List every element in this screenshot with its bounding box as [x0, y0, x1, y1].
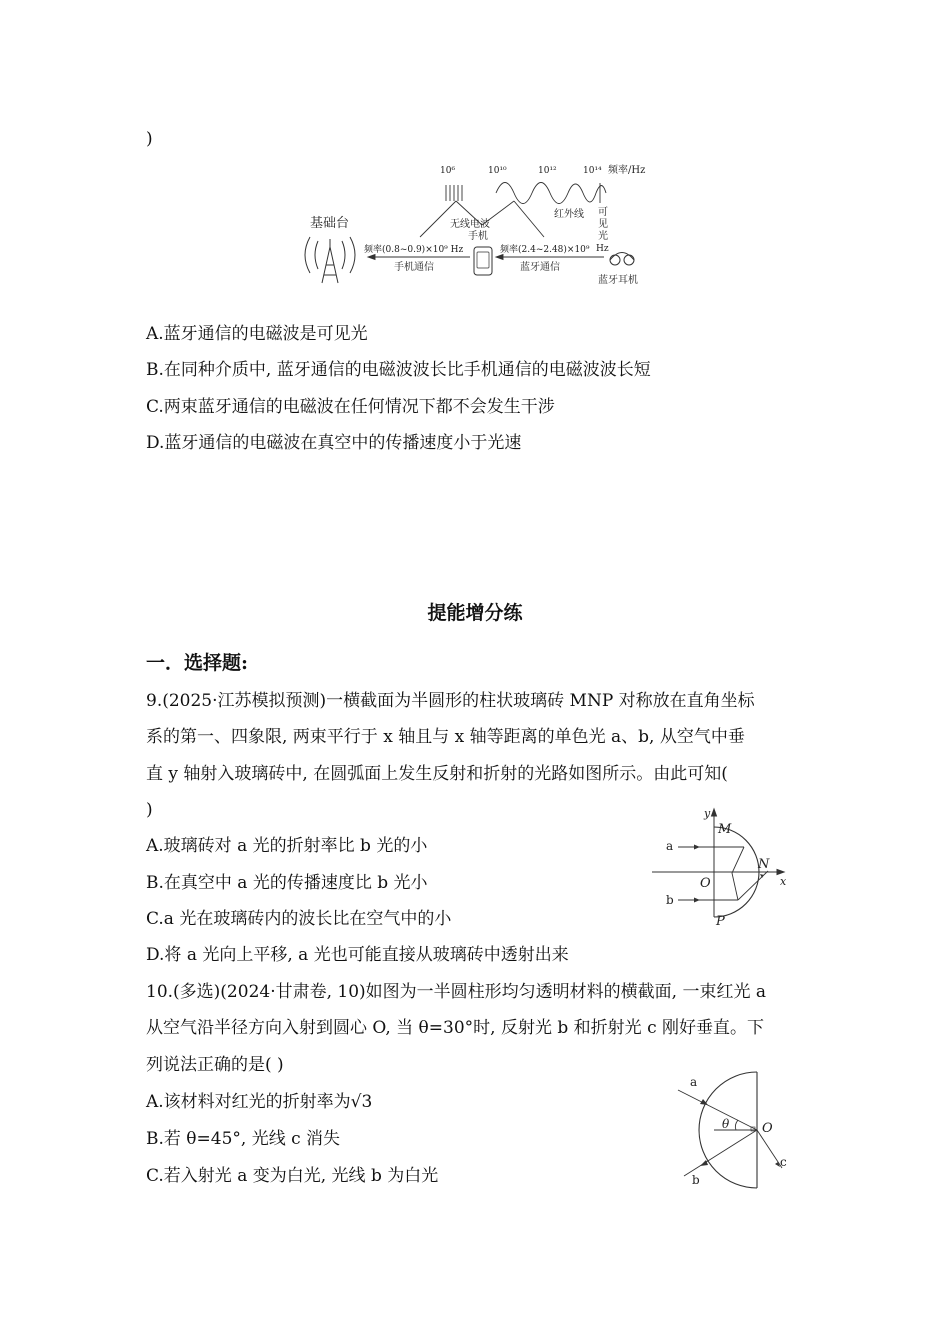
freq-tick: 10¹²	[538, 166, 557, 176]
q9-option-b: B.在真空中 a 光的传播速度比 b 光小	[146, 873, 428, 893]
ray-c-label: c	[780, 1155, 787, 1169]
visible-label: 见	[598, 219, 608, 230]
visible-label: 光	[598, 231, 608, 242]
tower-icon	[305, 237, 355, 283]
q9-line: )	[146, 800, 153, 820]
bt-comm-label: 蓝牙通信	[520, 262, 560, 273]
freq-bt-label: 频率(2.4~2.48)×10⁹	[500, 245, 590, 255]
base-station-label: 基础台	[310, 216, 350, 231]
q10-line: 10.(多选)(2024·甘肃卷, 10)如图为一半圆柱形均匀透明材料的横截面, 一束红光 a	[146, 982, 767, 1002]
ray-a-label: a	[690, 1075, 698, 1089]
point-p: P	[716, 914, 725, 925]
wireless-label: 无线电波	[450, 219, 490, 230]
visible-label: 可	[598, 207, 608, 218]
q10-option-a: A.该材料对红光的折射率为√3	[146, 1092, 373, 1112]
center-o-label: O	[762, 1121, 773, 1136]
bt-earphone-label: 蓝牙耳机	[598, 275, 638, 286]
q10-option-c: C.若入射光 a 变为白光, 光线 b 为白光	[146, 1166, 439, 1186]
phone-label: 手机	[468, 231, 488, 242]
section-title: 提能增分练	[427, 602, 523, 624]
q8-option-a: A.蓝牙通信的电磁波是可见光	[146, 324, 368, 344]
wave-lines	[446, 183, 606, 204]
glass-brick-figure	[652, 805, 802, 925]
freq-tick: 10¹⁰	[488, 166, 507, 176]
q9-option-c: C.a 光在玻璃砖内的波长比在空气中的小	[146, 909, 452, 929]
q9-option-a: A.玻璃砖对 a 光的折射率比 b 光的小	[146, 836, 428, 856]
hz-label: Hz	[596, 244, 609, 254]
freq-tick: 10⁶	[440, 166, 456, 176]
freq-unit: 频率/Hz	[608, 165, 646, 176]
q8-paren: )	[146, 129, 153, 149]
q10-line: 从空气沿半径方向入射到圆心 O, 当 θ=30°时, 反射光 b 和折射光 c 刚好垂直。下	[146, 1018, 764, 1038]
phone-comm-label: 手机通信	[394, 262, 434, 273]
y-axis-label: y	[704, 807, 711, 820]
infrared-label: 红外线	[554, 209, 584, 220]
q8-option-d: D.蓝牙通信的电磁波在真空中的传播速度小于光速	[146, 433, 522, 453]
semicylinder-figure	[672, 1068, 812, 1198]
theta-label: θ	[722, 1117, 730, 1131]
q9-line: 9.(2025·江苏模拟预测)一横截面为半圆形的柱状玻璃砖 MNP 对称放在直角坐标	[146, 691, 755, 711]
section-heading: 一．选择题:	[146, 652, 249, 674]
ray-b-label: b	[692, 1173, 700, 1187]
em-spectrum-figure	[288, 155, 668, 290]
q9-line: 系的第一、四象限, 两束平行于 x 轴且与 x 轴等距离的单色光 a、b, 从空气中垂	[146, 727, 745, 747]
freq-phone-label: 频率(0.8~0.9)×10⁹ Hz	[364, 245, 464, 255]
q8-option-b: B.在同种介质中, 蓝牙通信的电磁波波长比手机通信的电磁波波长短	[146, 360, 651, 380]
freq-tick: 10¹⁴	[583, 166, 602, 176]
q10-line: 列说法正确的是( )	[146, 1055, 284, 1075]
ray-a-label: a	[666, 839, 674, 853]
q10-option-b: B.若 θ=45°, 光线 c 消失	[146, 1129, 341, 1149]
q9-line: 直 y 轴射入玻璃砖中, 在圆弧面上发生反射和折射的光路如图所示。由此可知(	[146, 764, 728, 784]
point-o: O	[700, 876, 711, 891]
point-m: M	[718, 822, 732, 837]
x-axis-label: x	[780, 875, 787, 888]
ray-b-label: b	[666, 893, 674, 907]
q9-option-d: D.将 a 光向上平移, a 光也可能直接从玻璃砖中透射出来	[146, 945, 569, 965]
earphone-icon	[610, 253, 634, 266]
point-n: N	[758, 857, 770, 872]
q8-option-c: C.两束蓝牙通信的电磁波在任何情况下都不会发生干涉	[146, 397, 555, 417]
